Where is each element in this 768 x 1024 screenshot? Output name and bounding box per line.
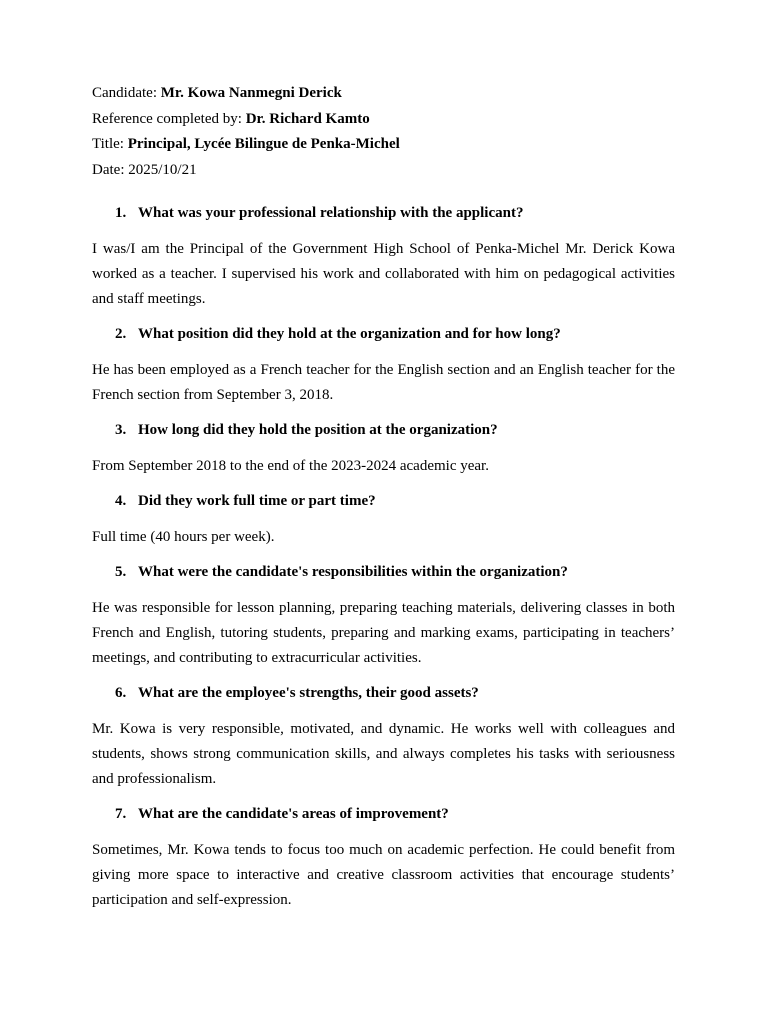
reference-label: Reference completed by: [92,110,246,127]
reference-header [92,85,675,178]
date-value: 2025/10/21 [128,161,197,178]
question-2 [92,325,675,343]
answer-3: From September 2018 to the end of the 2023-2024 academic year. [92,458,489,474]
candidate-name: Mr. Kowa Nanmegni Derick [160,85,342,101]
question-number: 6. [115,685,127,701]
question-5 [92,563,675,581]
question-text: What position did they hold at the organization and for how long? [138,326,561,342]
candidate-label: Candidate: [92,85,161,101]
question-number: 1. [115,205,127,221]
question-number: 5. [115,564,127,580]
question-7 [92,805,675,823]
question-number: 2. [115,326,127,342]
reference-line [92,111,675,128]
question-text: Did they work full time or part time? [138,493,376,509]
question-text: What was your professional relationship with the applicant? [138,205,524,221]
question-3 [92,421,675,439]
answer-6: Mr. Kowa is very responsible, motivated, and dynamic. He works well with colleagues and students, shows strong communication skills, and always completes his tasks with seriousness and professionalism. [92,721,675,787]
title-label: Title: [92,136,128,152]
question-number: 4. [115,493,127,509]
answer-2: He has been employed as a French teacher for the English section and an English teacher for the French section from September 3, 2018. [92,362,675,403]
question-text: How long did they hold the position at the organization? [138,422,498,438]
date-label: Date: [92,161,129,178]
question-1 [92,204,675,222]
question-number: 3. [115,422,127,438]
answer-4: Full time (40 hours per week). [92,529,275,545]
candidate-line [92,85,675,102]
question-text: What were the candidate's responsibilities within the organization? [138,564,568,580]
referee-title: Principal, Lycée Bilingue de Penka-Michel [127,136,400,152]
question-text: What are the candidate's areas of improvement? [138,806,449,822]
answer-7: Sometimes, Mr. Kowa tends to focus too much on academic perfection. He could benefit from giving more space to interactive and creative classroom activities that encourage students’ participation and self-expression. [92,842,675,908]
questionnaire [92,204,675,913]
question-6 [92,684,675,702]
referee-name: Dr. Richard Kamto [245,110,370,127]
answer-5: He was responsible for lesson planning, preparing teaching materials, delivering classes in both French and English, tutoring students, preparing and marking exams, participating in teachers’ meetings, and contributing to extracurricular activities. [92,600,675,666]
question-number: 7. [115,806,127,822]
date-line [92,162,675,179]
question-text: What are the employee's strengths, their good assets? [138,685,479,701]
question-4 [92,492,675,510]
title-line [92,136,675,153]
answer-1: I was/I am the Principal of the Government High School of Penka-Michel Mr. Derick Kowa worked as a teacher. I supervised his work and collaborated with him on pedagogical activities and staff meetings. [92,241,675,307]
